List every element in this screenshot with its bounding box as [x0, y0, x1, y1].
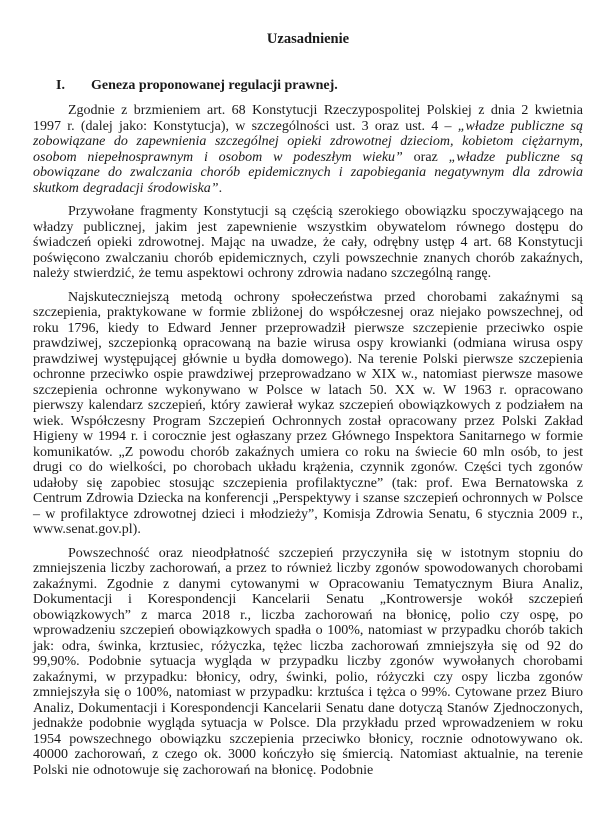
document-body [33, 103, 583, 778]
paragraph [33, 290, 583, 538]
text-run: Najskuteczniejszą metodą ochrony społeczeństwa przed chorobami zakaźnymi są szczepienia, praktykowane w formie zbliżonej do współczesnej oraz niejako powszechnej, od roku 1796, kiedy to Edward Jenner przeprowadził pierwsze szczepienie przeciwko ospie prawdziwej, szczepionką opracowaną na bazie wirusa ospy krowianki (odmiana wirusa ospy prawdziwej występującej głównie u bydła domowego). Na terenie Polski pierwsze szczepienia ochronne przeciwko ospie prawdziwej przeprowadzano w XIX w., natomiast pierwsze masowe szczepienia ochronne wykonywano w Polsce w latach 50. XX w. W 1963 r. opracowano pierwszy kalendarz szczepień, który zawierał wykaz szczepień obowiązkowych z podziałem na wiek. Współczesny Program Szczepień Ochronnych został opracowany przez Polski Zakład Higieny w 1994 r. i corocznie jest ogłaszany przez Głównego Inspektora Sanitarnego w formie komunikatów. „Z powodu chorób zakaźnych umiera co roku na świecie 60 mln osób, to jest drugi co do wielkości, po chorobach układu krążenia, czynnik zgonów. Części tych zgonów udałoby się zapobiec stosując szczepienia profilaktyczne” (tak: prof. Ewa Bernatowska z Centrum Zdrowia Dziecka na konferencji „Perspektywy i szanse szczepień ochronnych w Polsce – w profilaktyce zdrowotnej dzieci i młodzieży”, Komisja Zdrowia Senatu, 6 stycznia 2009 r., www.senat.gov.pl). [33, 289, 583, 537]
text-run: Powszechność oraz nieodpłatność szczepień przyczyniła się w istotnym stopniu do zmniejszenia liczby zachorowań, a przez to również liczby zgonów spowodowanych chorobami zakaźnymi. Zgodnie z danymi cytowanymi w Opracowaniu Tematycznym Biura Analiz, Dokumentacji i Korespondencji Kancelarii Senatu „Kontrowersje wokół szczepień obowiązkowych” z marca 2018 r., liczba zachorowań na błonicę, polio czy ospę, po wprowadzeniu szczepień obowiązkowych spadła o 100%, natomiast w przypadku chorób takich jak: odra, świnka, krztusiec, różyczka, tężec liczba zachorowań zmniejszyła się od 92 do 99,90%. Podobnie sytuacja wygląda w przypadku liczby zgonów wywołanych chorobami zakaźnymi, w przypadku: błonicy, odry, świnki, polio, różyczki czy ospy liczba zgonów zmniejszyła się o 100%, natomiast w przypadku: krztuśca i tężca o 99%. Cytowane przez Biuro Analiz, Dokumentacji i Korespondencji Kancelarii Senatu dane dotyczą Stanów Zjednoczonych, jednakże podobnie wygląda sytuacja w Polsce. Dla przykładu przed wprowadzeniem w roku 1954 powszechnego obowiązku szczepienia przeciwko błonicy, rocznie odnotowywano ok. 40000 zachorowań, z czego ok. 3000 kończyło się śmiercią. Natomiast aktualnie, na terenie Polski nie odnotowuje się zachorowań na błonicę. Podobnie [33, 545, 583, 778]
document-title: Uzasadnienie [266, 31, 350, 47]
section-heading [33, 78, 583, 94]
text-run: . [218, 180, 223, 196]
text-run: oraz [402, 149, 449, 165]
quoted-text-run: „władze publiczne są zobowiązane do zapewnienia szczególnej opieki zdrowotnej dzieciom, kobietom ciężarnym, osobom niepełnosprawnym i osobom w podeszłym wieku” [33, 118, 583, 165]
paragraph [33, 204, 583, 282]
section-title: Geneza proponowanej regulacji prawnej. [91, 78, 338, 93]
text-run: Zgodnie z brzmieniem art. 68 Konstytucji Rzeczypospolitej Polskiej z dnia 2 kwietnia 1997 r. (dalej jako: Konstytucja), w szczególności ust. 3 oraz ust. 4 – [33, 103, 583, 134]
paragraph [33, 546, 583, 779]
paragraph [33, 103, 583, 196]
text-run: Przywołane fragmenty Konstytucji są częścią szerokiego obowiązku spoczywającego na władzy publicznej, jakim jest zapewnienie wszystkim obywatelom równego dostępu do świadczeń opieki zdrowotnej. Mając na uwadze, że cały, odrębny ustęp 4 art. 68 Konstytucji poświęcono zwalczaniu chorób epidemicznych, czyli powszechnie znanych chorób zakaźnych, należy stwierdzić, że temu aspektowi ochrony zdrowia nadano szczególną rangę. [33, 204, 583, 281]
quoted-text-run: „władze publiczne są obowiązane do zwalczania chorób epidemicznych i zapobiegania negatywnym dla zdrowia skutkom degradacji środowiska” [33, 149, 584, 196]
section-number: I. [56, 78, 65, 93]
